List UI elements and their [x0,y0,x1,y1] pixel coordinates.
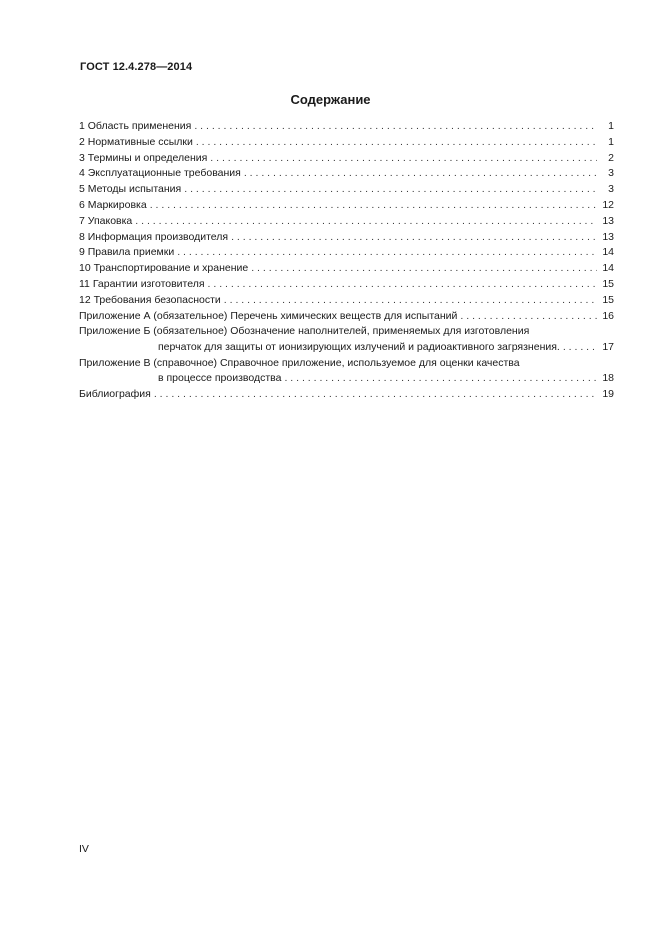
leader-dots [224,293,597,309]
toc-entry[interactable] [79,151,614,167]
leader-dots [244,166,597,182]
toc-entry-text-continued: перчаток для защиты от ионизирующих излучений и радиоактивного загрязнения. [158,340,560,353]
toc-page-number: 3 [608,183,614,196]
toc-entry[interactable] [79,198,614,214]
toc-entry[interactable] [79,245,614,261]
leader-dots [563,340,597,356]
toc-entry[interactable] [79,230,614,246]
toc-entry[interactable] [79,182,614,198]
toc-entry-text: 7 Упаковка [79,214,133,227]
leader-dots [208,277,597,293]
toc-page-number: 15 [602,277,614,290]
toc-entry-text: 10 Транспортирование и хранение [79,262,249,275]
toc-entry-text: 8 Информация производителя [79,230,229,243]
leader-dots [251,261,597,277]
toc-page-number: 18 [602,372,614,385]
toc-entry[interactable] [79,277,614,293]
toc-entry-bibliography[interactable] [79,387,614,403]
toc-page-number: 16 [602,309,614,322]
toc-page-number: 14 [602,262,614,275]
toc-title: Содержание [290,92,371,107]
toc-entry[interactable] [79,293,614,309]
toc-entry-text: 6 Маркировка [79,198,147,211]
toc-page-number: 1 [608,120,614,132]
leader-dots [150,198,597,214]
toc-entry-text: 11 Гарантии изготовителя [79,277,205,290]
leader-dots [210,151,597,167]
leader-dots [194,119,597,135]
toc-entry-text: 3 Термины и определения [79,151,208,164]
leader-dots [231,230,597,246]
toc-entry[interactable] [79,309,614,325]
toc-entry[interactable] [79,119,614,135]
toc-entry-text-continued: в процессе производства [158,372,282,385]
toc-entry[interactable] [79,214,614,230]
toc-page-number: 13 [602,214,614,227]
toc-entry[interactable] [79,135,614,151]
toc-entry-text: Библиография [79,387,151,400]
toc-page-number: 1 [608,135,614,148]
toc-entry[interactable] [79,261,614,277]
toc-page-number: 13 [602,230,614,243]
toc-entry-text: 4 Эксплуатационные требования [79,167,241,180]
leader-dots [184,182,597,198]
toc-entry-appendix-b[interactable] [79,324,614,355]
toc-entry-text: 5 Методы испытания [79,183,182,196]
toc-page-number: 12 [602,198,614,211]
leader-dots [135,214,597,230]
toc-entry-text: 9 Правила приемки [79,246,175,259]
toc-page-number: 15 [602,293,614,306]
leader-dots [154,387,597,403]
toc-page-number: 3 [608,167,614,180]
leader-dots [177,245,597,261]
toc-entry-text: 12 Требования безопасности [79,293,221,306]
toc-entry-text: Приложение Б (обязательное) Обозначение наполнителей, применяемых для изготовления [79,325,530,338]
toc-page-number: 2 [608,151,614,164]
toc-entry-text: 2 Нормативные ссылки [79,135,193,148]
toc-page-number: 17 [602,340,614,353]
leader-dots [284,371,597,387]
toc-entry-appendix-v[interactable] [79,356,614,387]
document-code-header: ГОСТ 12.4.278—2014 [80,61,193,73]
page-number: IV [79,843,89,855]
leader-dots [196,135,597,151]
toc-page-number: 14 [602,246,614,259]
toc-page-number: 19 [602,387,614,400]
toc-entry-text: 1 Область применения [79,120,192,132]
table-of-contents [79,119,614,403]
toc-entry[interactable] [79,166,614,182]
toc-entry-text: Приложение А (обязательное) Перечень химических веществ для испытаний [79,309,458,322]
leader-dots [460,309,597,325]
toc-entry-text: Приложение В (справочное) Справочное приложение, используемое для оценки качества [79,356,520,369]
